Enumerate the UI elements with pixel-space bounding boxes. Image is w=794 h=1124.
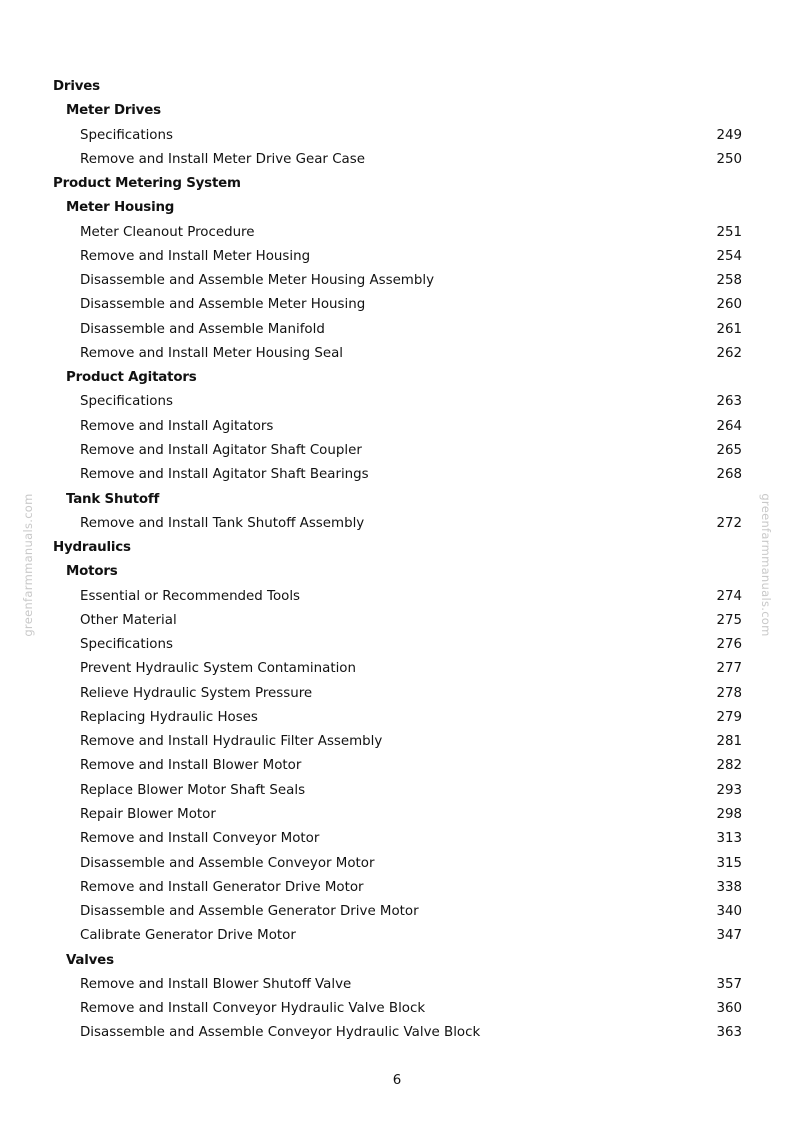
toc-entry-page-number: 262 <box>716 345 742 361</box>
toc-entry-page-number: 338 <box>716 879 742 895</box>
toc-entry[interactable] <box>0 682 794 706</box>
toc-entry[interactable] <box>0 706 794 730</box>
toc-entry-title: Remove and Install Conveyor Motor <box>80 831 320 847</box>
toc-entry-title: Motors <box>66 564 118 580</box>
toc-entry-page-number: 278 <box>716 685 742 701</box>
toc-entry-title: Remove and Install Meter Drive Gear Case <box>80 151 365 167</box>
toc-entry-page-number: 265 <box>716 442 742 458</box>
toc-entry-title: Remove and Install Agitator Shaft Coupler <box>80 442 362 458</box>
toc-subsection-heading <box>0 366 794 390</box>
toc-entry[interactable] <box>0 876 794 900</box>
toc-entry-page-number: 258 <box>716 273 742 289</box>
toc-entry[interactable] <box>0 900 794 924</box>
toc-entry-title: Remove and Install Meter Housing Seal <box>80 345 344 361</box>
toc-entry-title: Hydraulics <box>53 540 131 556</box>
toc-entry-page-number: 276 <box>716 637 742 653</box>
toc-entry[interactable] <box>0 124 794 148</box>
toc-section-heading <box>0 75 794 99</box>
toc-entry-title: Other Material <box>80 612 177 628</box>
toc-entry-title: Disassemble and Assemble Generator Drive Motor <box>80 904 419 920</box>
toc-entry[interactable] <box>0 852 794 876</box>
toc-entry-page-number: 249 <box>716 127 742 143</box>
toc-entry-title: Remove and Install Blower Motor <box>80 758 302 774</box>
toc-subsection-heading <box>0 99 794 123</box>
toc-entry[interactable] <box>0 293 794 317</box>
toc-entry[interactable] <box>0 245 794 269</box>
toc-entry-page-number: 347 <box>716 928 742 944</box>
toc-entry-page-number: 298 <box>716 806 742 822</box>
toc-entry-page-number: 282 <box>716 758 742 774</box>
toc-entry[interactable] <box>0 1021 794 1045</box>
toc-entry-page-number: 268 <box>716 467 742 483</box>
toc-entry-title: Specifications <box>80 637 173 653</box>
toc-section-heading <box>0 172 794 196</box>
toc-entry-title: Meter Housing <box>66 200 175 216</box>
toc-entry[interactable] <box>0 779 794 803</box>
toc-entry-title: Repair Blower Motor <box>80 806 216 822</box>
toc-entry[interactable] <box>0 439 794 463</box>
toc-entry-page-number: 363 <box>716 1025 742 1041</box>
toc-entry-title: Product Metering System <box>53 176 241 192</box>
toc-entry-page-number: 272 <box>716 515 742 531</box>
watermark-left: greenfarmmanuals.com <box>21 493 35 637</box>
toc-entry[interactable] <box>0 754 794 778</box>
toc-entry-page-number: 254 <box>716 248 742 264</box>
toc-entry[interactable] <box>0 148 794 172</box>
toc-entry-title: Valves <box>66 952 114 968</box>
toc-entry[interactable] <box>0 609 794 633</box>
toc-entry-page-number: 277 <box>716 661 742 677</box>
toc-entry[interactable] <box>0 415 794 439</box>
toc-entry-page-number: 250 <box>716 151 742 167</box>
toc-subsection-heading <box>0 196 794 220</box>
toc-subsection-heading <box>0 560 794 584</box>
toc-entry-title: Replace Blower Motor Shaft Seals <box>80 782 306 798</box>
toc-entry[interactable] <box>0 512 794 536</box>
toc-entry-title: Remove and Install Generator Drive Motor <box>80 879 364 895</box>
toc-entry[interactable] <box>0 997 794 1021</box>
toc-entry-page-number: 261 <box>716 321 742 337</box>
toc-entry[interactable] <box>0 730 794 754</box>
toc-entry-page-number: 360 <box>716 1001 742 1017</box>
toc-entry[interactable] <box>0 803 794 827</box>
toc-entry[interactable] <box>0 221 794 245</box>
toc-entry-title: Disassemble and Assemble Meter Housing Assembly <box>80 273 434 289</box>
watermark-right: greenfarmmanuals.com <box>759 493 773 637</box>
toc-entry-page-number: 251 <box>716 224 742 240</box>
toc-entry-page-number: 260 <box>716 297 742 313</box>
toc-entry[interactable] <box>0 657 794 681</box>
toc-entry[interactable] <box>0 973 794 997</box>
toc-entry-page-number: 313 <box>716 831 742 847</box>
toc-entry[interactable] <box>0 924 794 948</box>
toc-entry[interactable] <box>0 463 794 487</box>
page-number: 6 <box>392 1073 402 1088</box>
toc-section-heading <box>0 536 794 560</box>
toc-entry-title: Remove and Install Agitator Shaft Bearings <box>80 467 369 483</box>
toc-subsection-heading <box>0 488 794 512</box>
table-of-contents <box>0 75 794 1046</box>
toc-entry[interactable] <box>0 827 794 851</box>
toc-entry-title: Drives <box>53 79 100 94</box>
toc-entry-page-number: 275 <box>716 612 742 628</box>
toc-entry-title: Tank Shutoff <box>66 491 160 507</box>
toc-entry-title: Essential or Recommended Tools <box>80 588 301 604</box>
toc-entry-title: Disassemble and Assemble Conveyor Hydraulic Valve Block <box>80 1025 481 1041</box>
toc-entry-title: Remove and Install Meter Housing <box>80 248 311 264</box>
toc-entry-title: Prevent Hydraulic System Contamination <box>80 661 356 677</box>
toc-entry[interactable] <box>0 585 794 609</box>
toc-entry-title: Disassemble and Assemble Manifold <box>80 321 325 337</box>
toc-entry-title: Remove and Install Conveyor Hydraulic Valve Block <box>80 1001 426 1017</box>
toc-entry-title: Meter Cleanout Procedure <box>80 224 255 240</box>
toc-entry-title: Relieve Hydraulic System Pressure <box>80 685 313 701</box>
toc-entry-title: Specifications <box>80 127 173 143</box>
toc-entry-title: Remove and Install Tank Shutoff Assembly <box>80 515 365 531</box>
toc-entry-page-number: 293 <box>716 782 742 798</box>
toc-entry-page-number: 264 <box>716 418 742 434</box>
toc-entry-page-number: 281 <box>716 734 742 750</box>
toc-entry-title: Meter Drives <box>66 103 161 119</box>
toc-entry[interactable] <box>0 318 794 342</box>
toc-entry[interactable] <box>0 269 794 293</box>
toc-entry-title: Product Agitators <box>66 370 197 386</box>
toc-entry-page-number: 263 <box>716 394 742 410</box>
toc-entry-title: Remove and Install Blower Shutoff Valve <box>80 976 352 992</box>
toc-entry-page-number: 279 <box>716 709 742 725</box>
toc-entry-page-number: 357 <box>716 976 742 992</box>
toc-entry-title: Specifications <box>80 394 173 410</box>
toc-entry-title: Remove and Install Agitators <box>80 418 274 434</box>
toc-entry-page-number: 274 <box>716 588 742 604</box>
toc-entry[interactable] <box>0 342 794 366</box>
toc-entry[interactable] <box>0 633 794 657</box>
toc-entry-title: Disassemble and Assemble Conveyor Motor <box>80 855 375 871</box>
toc-entry-page-number: 315 <box>716 855 742 871</box>
toc-entry-page-number: 340 <box>716 904 742 920</box>
toc-entry-title: Replacing Hydraulic Hoses <box>80 709 258 725</box>
toc-subsection-heading <box>0 949 794 973</box>
toc-entry[interactable] <box>0 390 794 414</box>
toc-entry-title: Remove and Install Hydraulic Filter Assembly <box>80 734 383 750</box>
toc-entry-title: Disassemble and Assemble Meter Housing <box>80 297 366 313</box>
toc-entry-title: Calibrate Generator Drive Motor <box>80 928 296 944</box>
